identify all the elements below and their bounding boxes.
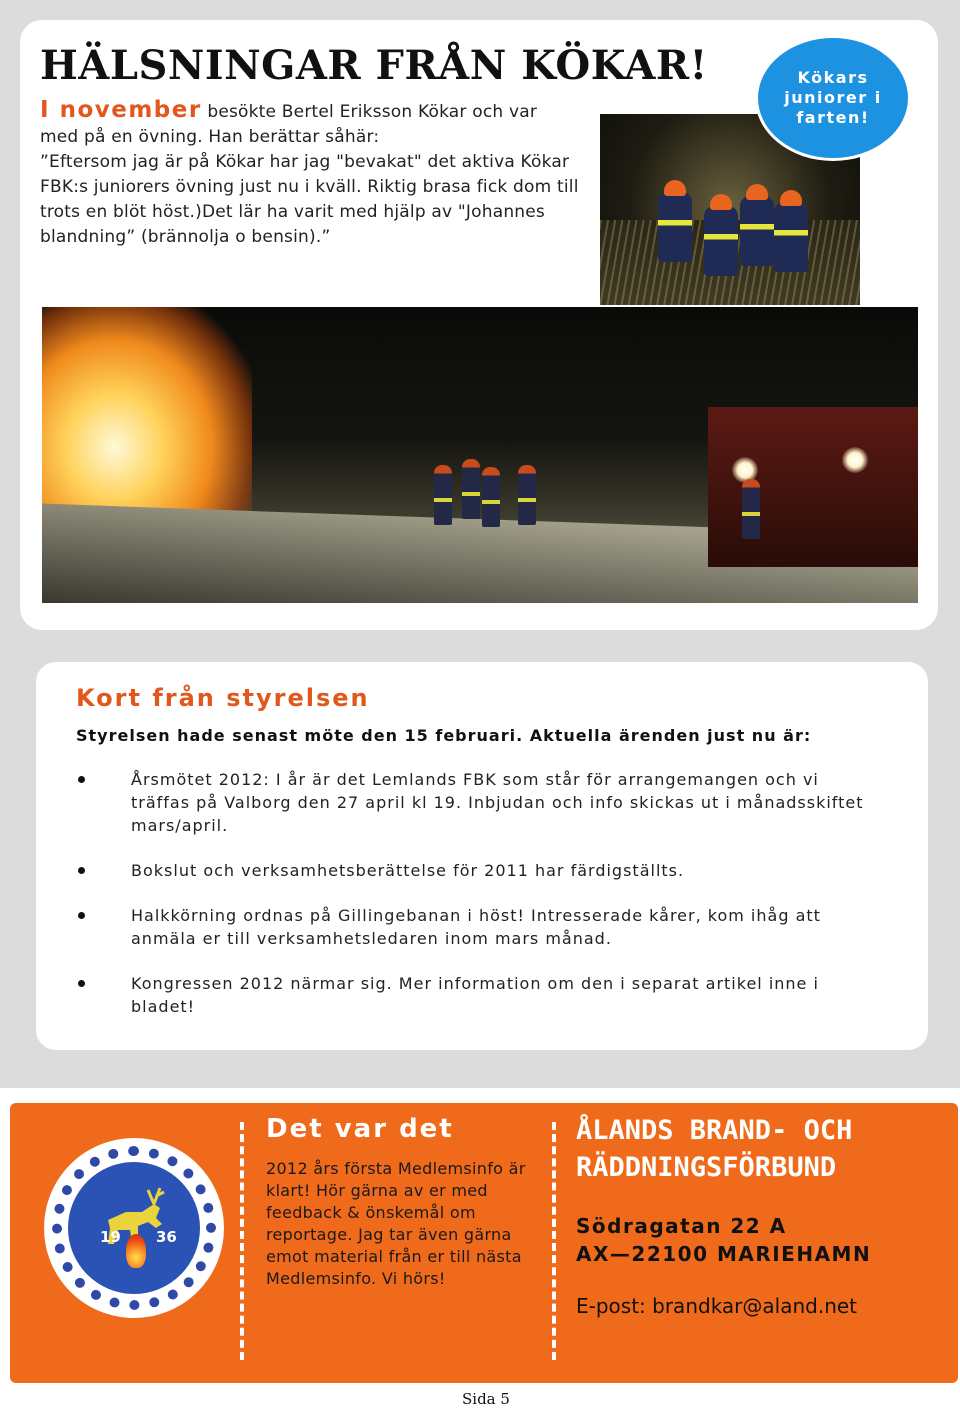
caption-bubble xyxy=(758,38,908,158)
address-street: Södragatan 22 A xyxy=(576,1214,787,1238)
photo-firefighter xyxy=(742,479,760,539)
photo-helmet xyxy=(780,190,802,206)
column-divider xyxy=(552,1122,556,1360)
photo-person xyxy=(704,206,738,276)
list-item xyxy=(76,904,866,950)
caption-bubble-text: Kökars juniorer i farten! xyxy=(784,68,882,127)
address-city: AX—22100 MARIEHAMN xyxy=(576,1242,872,1266)
federation-emblem-icon xyxy=(44,1138,224,1318)
photo-helmet xyxy=(746,184,768,200)
emblem-year-right: 36 xyxy=(156,1228,177,1246)
bullet-icon xyxy=(78,867,85,874)
photo-person xyxy=(740,196,774,266)
closing-message: 2012 års första Medlemsinfo är klart! Hör gärna av er med feedback & önskemål om reportage. Jag tar även gärna emot material från er till nästa Medlemsinfo. Vi hörs! xyxy=(266,1159,526,1288)
photo-helmet xyxy=(710,194,732,210)
list-item-text: Bokslut och verksamhetsberättelse för 2011 har färdigställts. xyxy=(131,861,685,880)
list-item xyxy=(76,859,866,882)
list-item-text: Årsmötet 2012: I år är det Lemlands FBK som står för arrangemangen och vi träffas på Valborg den 27 april kl 19. Inbjudan och info skickas ut i månadsskiftet mars/april. xyxy=(131,770,864,835)
emblem-year-left: 19 xyxy=(100,1228,121,1246)
deer-icon xyxy=(68,1162,200,1294)
article-intro xyxy=(40,98,580,250)
page-number: Sida 5 xyxy=(462,1390,510,1408)
photo-person xyxy=(658,192,692,262)
photo-firefighter xyxy=(462,459,480,519)
photo-firefighter xyxy=(482,467,500,527)
photo-firefighter xyxy=(518,465,536,525)
photo-firefighter xyxy=(434,465,452,525)
column-divider xyxy=(240,1122,244,1360)
list-item-text: Halkkörning ordnas på Gillingebanan i höst! Intresserade kårer, kom ihåg att anmäla er till verksamhetsledaren inom mars månad. xyxy=(131,906,821,948)
photo-headlight xyxy=(842,447,868,473)
intro-first-line-rest: besökte Bertel Eriksson Kökar och var med på en övning. Han berättar såhär: xyxy=(40,102,538,147)
emblem-shield xyxy=(68,1162,200,1294)
board-items-list xyxy=(76,768,866,1040)
bullet-icon xyxy=(78,912,85,919)
list-item-text: Kongressen 2012 närmar sig. Mer information om den i separat artikel inne i bladet! xyxy=(131,974,819,1016)
page-title: HÄLSNINGAR FRÅN KÖKAR! xyxy=(40,42,708,89)
board-heading: Kort från styrelsen xyxy=(76,684,370,712)
photo-fire-truck xyxy=(708,407,918,567)
photo-helmet xyxy=(664,180,686,196)
bullet-icon xyxy=(78,980,85,987)
list-item xyxy=(76,768,866,837)
photo-person xyxy=(774,202,808,272)
intro-quote: ”Eftersom jag är på Kökar har jag "bevakat" det aktiva Kökar FBK:s juniorers övning just nu i kväll. Riktig brasa fick dom till trots en blöt höst.)Det lär ha varit med hjälp av "Johannes blandning” (brännolja o bensin).” xyxy=(40,152,579,247)
fire-exercise-photo xyxy=(40,305,920,605)
list-item xyxy=(76,972,866,1018)
organization-name: ÅLANDS BRAND- OCH RÄDDNINGSFÖRBUND xyxy=(576,1115,853,1183)
bullet-icon xyxy=(78,776,85,783)
intro-lead: I november xyxy=(40,97,202,123)
closing-title: Det var det xyxy=(266,1114,454,1144)
intro-first-line xyxy=(40,98,580,150)
contact-email: E-post: brandkar@aland.net xyxy=(576,1294,858,1318)
board-intro: Styrelsen hade senast möte den 15 februari. Aktuella ärenden just nu är: xyxy=(76,726,812,745)
flame-icon xyxy=(126,1234,146,1268)
